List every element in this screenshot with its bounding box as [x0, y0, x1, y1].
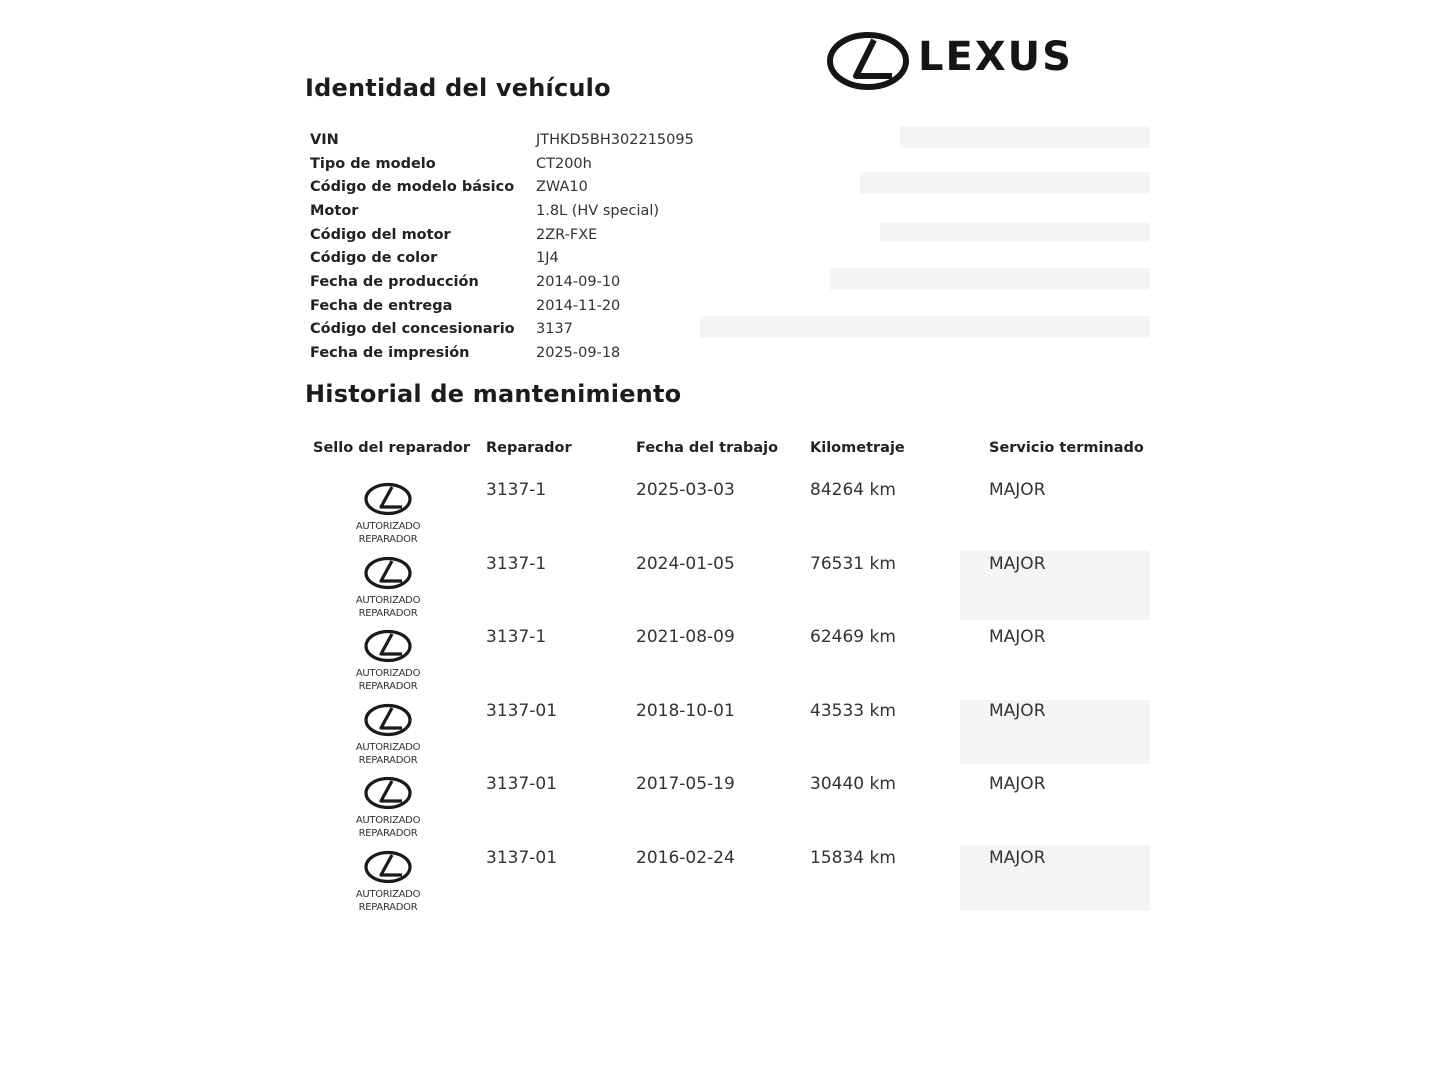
table-row: [0, 701, 1440, 775]
stamp-line: REPARADOR: [358, 607, 418, 619]
stamp-text: [346, 520, 430, 546]
field-label: Tipo de modelo: [310, 155, 436, 172]
identity-table: [310, 128, 694, 365]
field-label: Código de modelo básico: [310, 179, 515, 196]
service-cell: MAJOR: [989, 480, 1046, 500]
stamp-text: [346, 888, 430, 914]
field-value: 2025-09-18: [536, 345, 621, 362]
field-value: 2014-09-10: [536, 273, 621, 290]
stamp-line: REPARADOR: [358, 534, 418, 545]
identity-row: [310, 223, 694, 247]
identity-row: [310, 175, 694, 199]
field-value: 3137: [536, 321, 573, 338]
repairer-cell: 3137-1: [486, 627, 547, 647]
field-label: VIN: [310, 131, 339, 148]
scan-redaction: [830, 268, 1150, 290]
stamp-line: AUTORIZADO: [355, 521, 421, 532]
field-label: Fecha de producción: [310, 273, 479, 290]
repairer-cell: 3137-1: [486, 480, 547, 500]
maintenance-title: Historial de mantenimiento: [305, 380, 682, 408]
field-value: CT200h: [536, 155, 592, 172]
table-row: [0, 554, 1440, 628]
stamp-line: AUTORIZADO: [355, 815, 421, 826]
field-label: Fecha de impresión: [310, 345, 470, 362]
repairer-stamp: [346, 776, 430, 844]
identity-row: [310, 128, 694, 152]
scan-redaction: [900, 126, 1150, 148]
lexus-emblem-icon: [826, 30, 910, 92]
field-value: 1.8L (HV special): [536, 202, 660, 219]
repairer-cell: 3137-01: [486, 774, 558, 794]
scan-redaction: [880, 222, 1150, 242]
date-cell: 2017-05-19: [636, 774, 735, 794]
mileage-cell: 43533 km: [810, 700, 896, 721]
date-cell: 2025-03-03: [636, 480, 735, 500]
date-cell: 2024-01-05: [636, 553, 735, 574]
maintenance-table: [0, 480, 1440, 921]
identity-row: [310, 270, 694, 294]
stamp-line: REPARADOR: [358, 754, 418, 766]
repairer-stamp: [346, 482, 430, 550]
mileage-cell: 15834 km: [810, 847, 896, 868]
table-row: [0, 774, 1440, 848]
service-cell: MAJOR: [989, 847, 1046, 868]
service-cell: MAJOR: [989, 627, 1046, 647]
field-value: ZWA10: [536, 179, 588, 196]
stamp-line: REPARADOR: [358, 681, 418, 692]
identity-row: [310, 294, 694, 318]
field-label: Código del concesionario: [310, 321, 515, 338]
repairer-stamp: [346, 850, 430, 918]
stamp-text: [346, 667, 430, 693]
repairer-cell: 3137-01: [486, 700, 558, 721]
lexus-emblem-icon: [363, 482, 413, 516]
header-repairer: Reparador: [486, 440, 572, 456]
identity-row: [310, 246, 694, 270]
lexus-emblem-icon: [363, 776, 413, 810]
identity-row: [310, 341, 694, 365]
mileage-cell: 30440 km: [810, 774, 896, 794]
repairer-stamp: [346, 703, 430, 771]
table-row: [0, 627, 1440, 701]
stamp-line: REPARADOR: [358, 828, 418, 839]
mileage-cell: 62469 km: [810, 627, 896, 647]
mileage-cell: 84264 km: [810, 480, 896, 500]
repairer-cell: 3137-1: [486, 553, 547, 574]
header-date: Fecha del trabajo: [636, 440, 779, 456]
field-value: 1J4: [536, 250, 559, 267]
service-cell: MAJOR: [989, 774, 1046, 794]
field-label: Código del motor: [310, 226, 451, 243]
lexus-emblem-icon: [363, 556, 413, 590]
lexus-emblem-icon: [363, 850, 413, 884]
service-cell: MAJOR: [989, 553, 1046, 574]
stamp-text: [346, 741, 430, 767]
date-cell: 2021-08-09: [636, 627, 735, 647]
field-value: 2014-11-20: [536, 297, 621, 314]
header-service: Servicio terminado: [989, 440, 1144, 456]
date-cell: 2018-10-01: [636, 700, 735, 721]
maintenance-header: [0, 440, 1440, 460]
lexus-wordmark: LEXUS: [918, 34, 1073, 80]
lexus-emblem-icon: [363, 629, 413, 663]
identity-row: [310, 318, 694, 342]
stamp-text: [346, 814, 430, 840]
header-stamp: Sello del reparador: [313, 440, 471, 456]
identity-title: Identidad del vehículo: [305, 74, 611, 102]
stamp-line: REPARADOR: [358, 901, 418, 913]
stamp-line: AUTORIZADO: [355, 888, 421, 900]
lexus-emblem-icon: [363, 703, 413, 737]
scan-redaction: [860, 172, 1150, 194]
repairer-cell: 3137-01: [486, 847, 558, 868]
date-cell: 2016-02-24: [636, 847, 735, 868]
identity-row: [310, 152, 694, 176]
field-value: 2ZR-FXE: [536, 226, 598, 243]
field-label: Motor: [310, 202, 359, 219]
field-label: Código de color: [310, 250, 438, 267]
identity-row: [310, 199, 694, 223]
field-value: JTHKD5BH302215095: [536, 131, 694, 148]
field-label: Fecha de entrega: [310, 297, 453, 314]
scan-redaction: [700, 316, 1150, 338]
stamp-line: AUTORIZADO: [355, 741, 421, 753]
repairer-stamp: [346, 556, 430, 624]
service-cell: MAJOR: [989, 700, 1046, 721]
table-row: [0, 848, 1440, 922]
table-row: [0, 480, 1440, 554]
stamp-text: [346, 594, 430, 620]
repairer-stamp: [346, 629, 430, 697]
stamp-line: AUTORIZADO: [355, 668, 421, 679]
lexus-logo: [826, 30, 1150, 94]
mileage-cell: 76531 km: [810, 553, 896, 574]
header-mileage: Kilometraje: [810, 440, 905, 456]
stamp-line: AUTORIZADO: [355, 594, 421, 606]
